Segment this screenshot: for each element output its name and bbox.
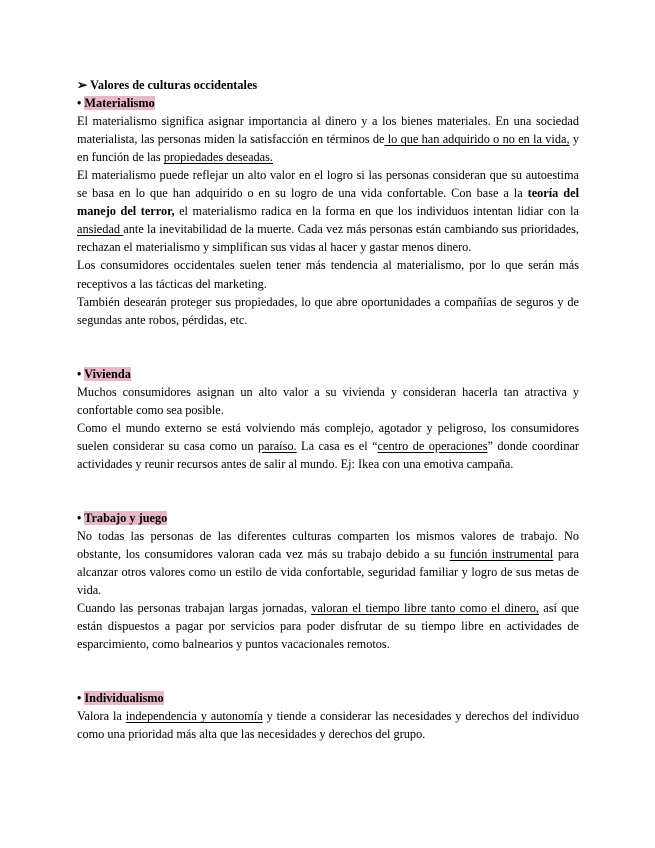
document-content <box>77 76 579 743</box>
materialismo-paragraph-1: El materialismo significa asignar importancia al dinero y a los bienes materiales. En una sociedad materialista, las personas miden la satisfacción en términos de lo que han adquirido o no en la vida, y en función de las propiedades deseadas. <box>77 114 579 165</box>
section-title-trabajo <box>77 509 579 527</box>
underlined-phrase: lo que han adquirido o no en la vida, <box>384 132 570 147</box>
underlined-phrase: función instrumental <box>449 547 554 562</box>
section-title-individualismo-text: Individualismo <box>84 691 164 706</box>
underlined-phrase: centro de operaciones <box>377 438 488 453</box>
materialismo-paragraph-2: El materialismo puede reflejar un alto valor en el logro si las personas consideran que su autoestima se basa en lo que han adquirido o en su logro de una vida confortable. Con base a la teoría del manejo del terror, el materialismo radica en la forma en que los individuos intentan lidiar con la ansiedad ante la inevitabilidad de la muerte. Cada vez más personas están cambiando sus prioridades, rechazan el materialismo y simplifican sus vidas al hacer y gastar menos dinero. <box>77 168 579 255</box>
vivienda-paragraph-1: Muchos consumidores asignan un alto valor a su vivienda y consideran hacerla tan atractiva y confortable como sea posible. <box>77 384 579 417</box>
section-title-vivienda-text: Vivienda <box>84 366 131 381</box>
bullet-icon: • <box>77 691 82 706</box>
arrow-bullet-icon: ➢ <box>77 78 88 92</box>
underlined-phrase: valoran el tiempo libre tanto como el dinero, <box>311 601 539 616</box>
section-title-materialismo-text: Materialismo <box>84 96 155 111</box>
underlined-phrase: paraíso. <box>258 438 297 453</box>
trabajo-paragraph-1: No todas las personas de las diferentes culturas comparten los mismos valores de trabajo. No obstante, los consumidores valoran cada vez más su trabajo debido a su función instrumental para alcanzar otros valores como un estilo de vida confortable, seguridad familiar y logro de sus metas de vida. <box>77 528 579 598</box>
bullet-icon: • <box>77 96 82 111</box>
main-heading <box>77 76 579 94</box>
main-heading-text: Valores de culturas occidentales <box>90 78 258 92</box>
bullet-icon: • <box>77 510 82 525</box>
bold-term: teoría del manejo del terror, <box>77 186 579 219</box>
materialismo-paragraph-3: Los consumidores occidentales suelen tener más tendencia al materialismo, por lo que serán más receptivos a las tácticas del marketing. <box>77 258 579 291</box>
underlined-phrase: ansiedad <box>77 222 124 237</box>
section-title-materialismo <box>77 94 579 112</box>
materialismo-paragraph-4: También desearán proteger sus propiedades, lo que abre oportunidades a compañías de seguros y de segundas ante robos, pérdidas, etc. <box>77 294 579 327</box>
individualismo-paragraph-1: Valora la independencia y autonomía y tiende a considerar las necesidades y derechos del individuo como una prioridad más alta que las necesidades y derechos del grupo. <box>77 709 579 742</box>
section-title-trabajo-text: Trabajo y juego <box>84 510 168 525</box>
section-title-vivienda <box>77 365 579 383</box>
underlined-phrase: propiedades deseadas. <box>163 150 273 165</box>
underlined-phrase: independencia y autonomía <box>125 709 263 724</box>
section-title-individualismo <box>77 689 579 707</box>
trabajo-paragraph-2: Cuando las personas trabajan largas jornadas, valoran el tiempo libre tanto como el dinero, así que están dispuestos a pagar por servicios para poder disfrutar de su tiempo libre en actividades de esparcimiento, como balnearios y puntos vacacionales remotos. <box>77 601 579 652</box>
vivienda-paragraph-2: Como el mundo externo se está volviendo más complejo, agotador y peligroso, los consumidores suelen considerar su casa como un paraíso. La casa es el “centro de operaciones” donde coordinar actividades y reunir recursos antes de salir al mundo. Ej: Ikea con una emotiva campaña. <box>77 420 580 471</box>
bullet-icon: • <box>77 366 82 381</box>
